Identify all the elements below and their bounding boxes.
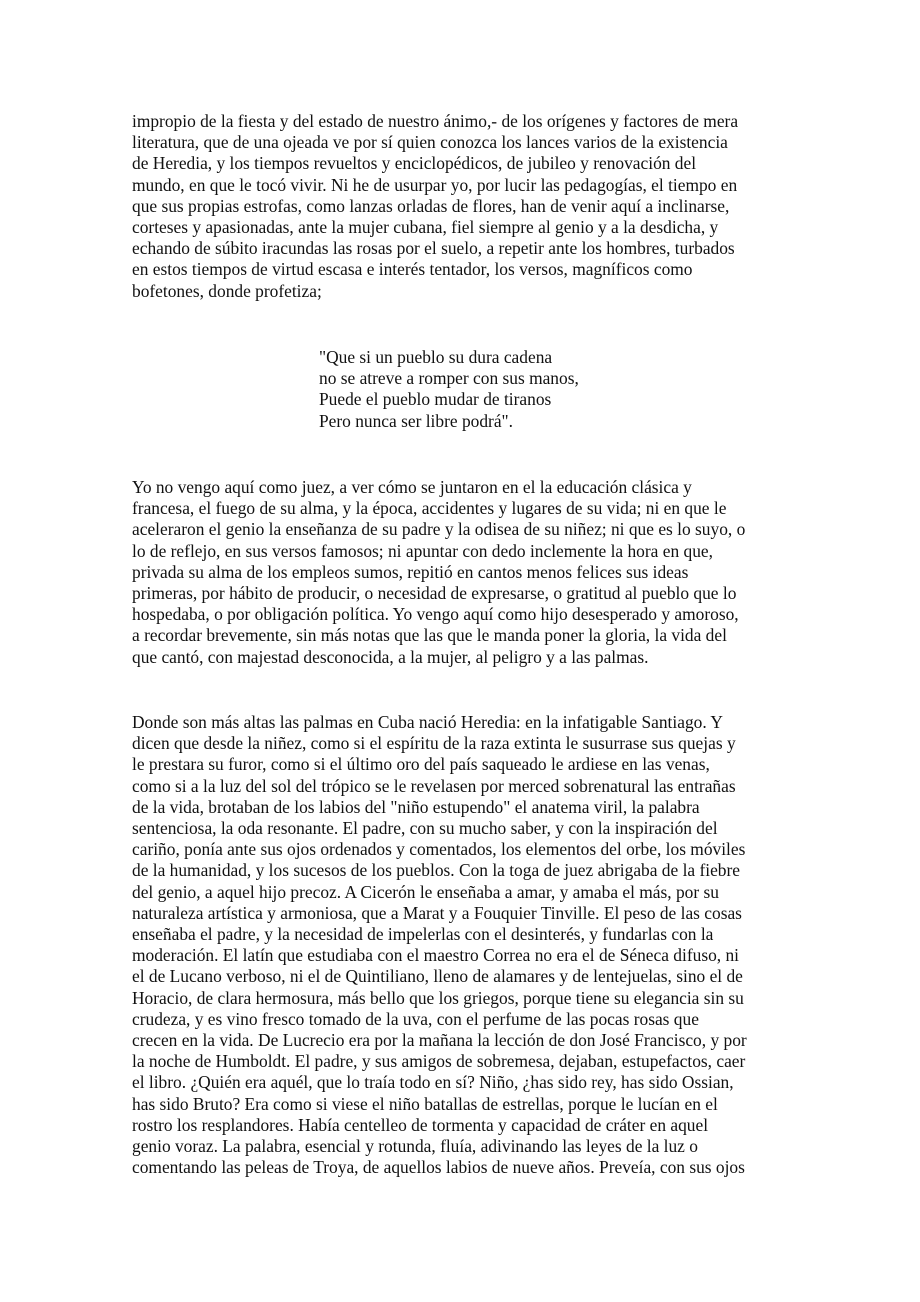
paragraph-line: que sus propias estrofas, como lanzas orladas de flores, han de venir aquí a inclinarse, [132,195,730,216]
paragraph-line: de Heredia, y los tiempos revueltos y enciclopédicos, de jubileo y renovación del [132,153,697,174]
verse-line: Pero nunca ser libre podrá". [319,410,513,431]
paragraph-line: primeras, por hábito de producir, o necesidad de expresarse, o gratitud al pueblo que lo [132,583,737,604]
paragraph-line: el libro. ¿Quién era aquél, que lo traía todo en sí? Niño, ¿has sido rey, has sido Ossian, [132,1072,734,1093]
paragraph-line: la noche de Humboldt. El padre, y sus amigos de sobremesa, dejaban, estupefactos, caer [132,1051,746,1072]
paragraph-line: el de Lucano verboso, ni el de Quintiliano, lleno de alamares y de lentejuelas, sino el de [132,966,743,987]
paragraph-2 [132,477,792,668]
paragraph-line: comentando las peleas de Troya, de aquellos labios de nueve años. Preveía, con sus ojos [132,1157,745,1178]
paragraph-1 [132,111,792,302]
paragraph-line: naturaleza artística y armoniosa, que a Marat y a Fouquier Tinville. El peso de las cosas [132,902,742,923]
paragraph-line: has sido Bruto? Era como si viese el niño batallas de estrellas, porque le lucían en el [132,1093,718,1114]
paragraph-line: rostro los resplandores. Había centelleo de tormenta y capacidad de cráter en aquel [132,1114,709,1135]
paragraph-line: a recordar brevemente, sin más notas que las que le manda poner la gloria, la vida del [132,625,727,646]
paragraph-line: que cantó, con majestad desconocida, a la mujer, al peligro y a las palmas. [132,646,649,667]
paragraph-3 [132,712,792,1178]
paragraph-line: lo de reflejo, en sus versos famosos; ni apuntar con dedo inclemente la hora en que, [132,540,713,561]
paragraph-line: bofetones, donde profetiza; [132,280,322,301]
paragraph-line: como si a la luz del sol del trópico se le revelasen por merced sobrenatural las entrañas [132,775,736,796]
paragraph-line: dicen que desde la niñez, como si el espíritu de la raza extinta le susurrase sus quejas y [132,733,736,754]
paragraph-line: corteses y apasionadas, ante la mujer cubana, fiel siempre al genio y a la desdicha, y [132,217,719,238]
paragraph-line: echando de súbito iracundas las rosas por el suelo, a repetir ante los hombres, turbados [132,238,735,259]
paragraph-line: Donde son más altas las palmas en Cuba nació Heredia: en la infatigable Santiago. Y [132,712,723,732]
paragraph-line: genio voraz. La palabra, esencial y rotunda, fluía, adivinando las leyes de la luz o [132,1136,698,1157]
verse-line: no se atreve a romper con sus manos, [319,368,579,389]
paragraph-line: cariño, ponía ante sus ojos ordenados y comentados, los elementos del orbe, los móviles [132,839,746,860]
paragraph-line: Yo no vengo aquí como juez, a ver cómo se juntaron en el la educación clásica y [132,477,692,497]
paragraph-line: impropio de la fiesta y del estado de nuestro ánimo,- de los orígenes y factores de mera [132,111,739,131]
paragraph-line: hospedaba, o por obligación política. Yo vengo aquí como hijo desesperado y amoroso, [132,604,739,625]
verse-line: Puede el pueblo mudar de tiranos [319,389,552,410]
paragraph-line: mundo, en que le tocó vivir. Ni he de usurpar yo, por lucir las pedagogías, el tiempo en [132,174,738,195]
paragraph-line: del genio, a aquel hijo precoz. A Cicerón le enseñaba a amar, y amaba el más, por su [132,881,719,902]
paragraph-line: sentenciosa, la oda resonante. El padre, con su mucho saber, y con la inspiración del [132,818,718,839]
paragraph-line: de la humanidad, y los sucesos de los pueblos. Con la toga de juez abrigaba de la fiebre [132,860,741,881]
verse-quote [319,347,639,432]
paragraph-line: crecen en la vida. De Lucrecio era por la mañana la lección de don José Francisco, y por [132,1030,747,1051]
paragraph-line: moderación. El latín que estudiaba con el maestro Correa no era el de Séneca difuso, ni [132,945,739,966]
paragraph-line: crudeza, y es vino fresco tomado de la uva, con el perfume de las pocas rosas que [132,1008,699,1029]
paragraph-line: Horacio, de clara hermosura, más bello que los griegos, porque tiene su elegancia sin su [132,987,744,1008]
paragraph-line: aceleraron el genio la enseñanza de su padre y la odisea de su niñez; ni que es lo suyo, o [132,519,746,540]
paragraph-line: privada su alma de los empleos sumos, repitió en cantos menos felices sus ideas [132,561,689,582]
paragraph-line: literatura, que de una ojeada ve por sí quien conozca los lances varios de la existencia [132,132,728,153]
paragraph-line: le prestara su furor, como si el último oro del país saqueado le ardiese en las venas, [132,754,710,775]
verse-line: "Que si un pueblo su dura cadena [319,347,553,367]
paragraph-line: de la vida, brotaban de los labios del "niño estupendo" el anatema viril, la palabra [132,796,700,817]
paragraph-line: en estos tiempos de virtud escasa e interés tentador, los versos, magníficos como [132,259,693,280]
paragraph-line: enseñaba el padre, y la necesidad de impelerlas con el desinterés, y fundarlas con la [132,924,714,945]
paragraph-line: francesa, el fuego de su alma, y la época, accidentes y lugares de su vida; ni en que le [132,498,727,519]
